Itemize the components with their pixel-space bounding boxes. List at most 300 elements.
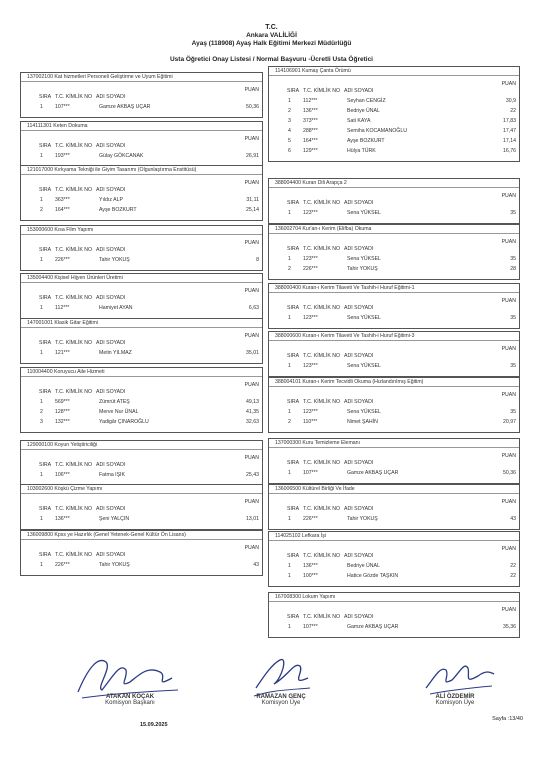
table-row — [21, 562, 262, 572]
row-score: 49,13 — [246, 399, 259, 405]
column-headers — [39, 340, 125, 346]
column-headers — [39, 389, 125, 395]
title-divider — [269, 292, 519, 293]
row-name: Hamiyet AYAN — [99, 305, 133, 311]
row-score: 8 — [256, 257, 259, 263]
column-headers — [287, 353, 373, 359]
row-number: 1 — [288, 315, 291, 321]
col-tc-header: T.C. KİMLİK NO — [55, 340, 93, 346]
col-sira-header: SIRA — [39, 462, 52, 468]
row-number: 1 — [40, 153, 43, 159]
course-box — [20, 273, 263, 319]
row-tc: 363*** — [55, 197, 70, 203]
row-number: 5 — [288, 138, 291, 144]
col-sira-header: SIRA — [39, 506, 52, 512]
title-divider — [269, 601, 519, 602]
puan-header: PUAN — [244, 333, 259, 339]
title-divider — [21, 174, 262, 175]
column-headers — [39, 247, 125, 253]
row-name: Hatice Gözde TAŞKIN — [347, 573, 399, 579]
row-score: 50,36 — [503, 470, 516, 476]
row-score: 31,11 — [246, 197, 259, 203]
course-title: 388004101 Kuran-ı Kerim Tecvidli Okuma (Hızlandırılmış Eğitim) — [275, 379, 424, 385]
col-name-header: ADI SOYADI — [344, 246, 374, 252]
col-name-header: ADI SOYADI — [96, 462, 126, 468]
table-row — [21, 104, 262, 114]
table-row — [269, 315, 519, 325]
row-score: 22 — [510, 108, 516, 114]
table-row — [21, 350, 262, 360]
table-row — [269, 138, 519, 148]
col-sira-header: SIRA — [287, 614, 300, 620]
puan-header: PUAN — [244, 288, 259, 294]
row-number: 1 — [40, 472, 43, 478]
col-sira-header: SIRA — [39, 340, 52, 346]
col-sira-header: SIRA — [39, 389, 52, 395]
course-box — [20, 121, 263, 167]
signature-2 — [226, 694, 336, 706]
course-title: 114111301 Keten Dokuma — [27, 123, 88, 129]
table-row — [21, 409, 262, 419]
signature-2-name: RAMAZAN GENÇ — [256, 694, 306, 700]
col-tc-header: T.C. KİMLİK NO — [55, 94, 93, 100]
row-score: 20,97 — [503, 419, 516, 425]
table-row — [269, 563, 519, 573]
row-name: Sati KAYA — [347, 118, 371, 124]
course-box — [20, 484, 263, 530]
table-row — [21, 472, 262, 482]
column-headers — [39, 187, 125, 193]
title-divider — [21, 539, 262, 540]
row-number: 1 — [288, 563, 291, 569]
row-name: Bedriye ÜNAL — [347, 108, 380, 114]
course-box — [268, 178, 520, 224]
table-row — [269, 118, 519, 128]
row-number: 4 — [288, 128, 291, 134]
row-number: 2 — [288, 419, 291, 425]
col-name-header: ADI SOYADI — [344, 353, 374, 359]
course-title: 137002100 Kat hizmetleri Personeli Geliştirme ve Uyum Eğitimi — [27, 74, 173, 80]
row-number: 1 — [40, 257, 43, 263]
row-name: Sena YÜKSEL — [347, 409, 381, 415]
row-name: Nimet ŞAHİN — [347, 419, 378, 425]
row-score: 25,43 — [246, 472, 259, 478]
row-number: 2 — [288, 266, 291, 272]
col-tc-header: T.C. KİMLİK NO — [55, 506, 93, 512]
row-score: 32,63 — [246, 419, 259, 425]
row-name: Bedriye ÜNAL — [347, 563, 380, 569]
col-name-header: ADI SOYADI — [344, 305, 374, 311]
col-name-header: ADI SOYADI — [96, 295, 126, 301]
col-sira-header: SIRA — [287, 399, 300, 405]
column-headers — [287, 88, 373, 94]
row-name: Yadigâr ÇINAROĞLU — [99, 419, 149, 425]
row-name: Metin YILMAZ — [99, 350, 132, 356]
row-tc: 136*** — [303, 563, 318, 569]
col-sira-header: SIRA — [39, 143, 52, 149]
document-date: 15.09.2025 — [140, 722, 168, 728]
row-tc: 123*** — [303, 256, 318, 262]
row-number: 1 — [40, 305, 43, 311]
col-name-header: ADI SOYADI — [96, 552, 126, 558]
col-name-header: ADI SOYADI — [96, 506, 126, 512]
column-headers — [287, 399, 373, 405]
row-name: Yıldız ALP — [99, 197, 123, 203]
table-row — [21, 516, 262, 526]
row-name: Sena YÜKSEL — [347, 315, 381, 321]
row-tc: 226*** — [303, 266, 318, 272]
column-headers — [39, 506, 125, 512]
col-tc-header: T.C. KİMLİK NO — [55, 295, 93, 301]
row-tc: 112*** — [303, 98, 318, 104]
title-divider — [269, 447, 519, 448]
table-row — [21, 153, 262, 163]
row-score: 16,76 — [503, 148, 516, 154]
title-divider — [21, 327, 262, 328]
row-number: 1 — [40, 197, 43, 203]
col-sira-header: SIRA — [39, 295, 52, 301]
course-box — [268, 531, 520, 587]
title-divider — [21, 81, 262, 82]
table-row — [21, 257, 262, 267]
col-sira-header: SIRA — [39, 94, 52, 100]
puan-header: PUAN — [501, 392, 516, 398]
page-number: Sayfa :13/40 — [492, 716, 523, 722]
row-number: 1 — [288, 363, 291, 369]
puan-header: PUAN — [244, 455, 259, 461]
course-title: 136009800 Kpss ye Hazırlık (Genel Yetenek-Genel Kültür Ön Lisans) — [27, 532, 186, 538]
row-tc: 123*** — [303, 409, 318, 415]
column-headers — [287, 200, 373, 206]
course-box — [268, 283, 520, 329]
course-box — [20, 165, 263, 221]
title-divider — [21, 376, 262, 377]
col-name-header: ADI SOYADI — [96, 247, 126, 253]
col-sira-header: SIRA — [39, 187, 52, 193]
row-score: 35,36 — [503, 624, 516, 630]
puan-header: PUAN — [244, 240, 259, 246]
col-tc-header: T.C. KİMLİK NO — [303, 200, 341, 206]
row-name: Tahir YOKUŞ — [99, 562, 130, 568]
column-headers — [39, 295, 125, 301]
row-tc: 121*** — [55, 350, 70, 356]
row-score: 22 — [510, 573, 516, 579]
col-tc-header: T.C. KİMLİK NO — [55, 143, 93, 149]
row-score: 35 — [510, 256, 516, 262]
table-row — [269, 470, 519, 480]
row-name: Gamze AKBAŞ UÇAR — [347, 624, 399, 630]
signature-3-role: Komisyon Üye — [435, 700, 475, 706]
row-tc: 123*** — [303, 363, 318, 369]
course-box — [20, 318, 263, 364]
row-tc: 164*** — [303, 138, 318, 144]
course-title: 135004400 Kişisel Hijyen Ürünleri Üretimi — [27, 275, 123, 281]
col-sira-header: SIRA — [287, 200, 300, 206]
row-tc: 123*** — [303, 210, 318, 216]
course-title: 167008300 Lokum Yapımı — [275, 594, 336, 600]
puan-header: PUAN — [501, 298, 516, 304]
col-tc-header: T.C. KİMLİK NO — [55, 462, 93, 468]
col-name-header: ADI SOYADI — [344, 399, 374, 405]
row-number: 2 — [40, 207, 43, 213]
row-tc: 569*** — [55, 399, 70, 405]
table-row — [269, 256, 519, 266]
signature-1 — [70, 694, 190, 706]
row-name: Sena YÜKSEL — [347, 363, 381, 369]
col-name-header: ADI SOYADI — [96, 187, 126, 193]
row-tc: 226*** — [55, 562, 70, 568]
column-headers — [287, 506, 373, 512]
col-tc-header: T.C. KİMLİK NO — [303, 353, 341, 359]
course-box — [20, 225, 263, 271]
row-score: 35,01 — [246, 350, 259, 356]
row-number: 1 — [40, 104, 43, 110]
course-box — [268, 224, 520, 280]
puan-header: PUAN — [501, 607, 516, 613]
title-divider — [269, 386, 519, 387]
col-sira-header: SIRA — [287, 553, 300, 559]
column-headers — [39, 462, 125, 468]
table-row — [21, 305, 262, 315]
puan-header: PUAN — [244, 499, 259, 505]
table-row — [269, 266, 519, 276]
course-box — [20, 530, 263, 576]
row-tc: 107*** — [303, 624, 318, 630]
row-score: 35 — [510, 409, 516, 415]
row-name: Gülay GÖKCANAK — [99, 153, 144, 159]
row-tc: 136*** — [55, 516, 70, 522]
row-score: 13,01 — [246, 516, 259, 522]
col-name-header: ADI SOYADI — [96, 143, 126, 149]
col-tc-header: T.C. KİMLİK NO — [55, 552, 93, 558]
row-score: 35 — [510, 363, 516, 369]
row-tc: 110*** — [303, 419, 318, 425]
table-row — [269, 624, 519, 634]
row-score: 28 — [510, 266, 516, 272]
row-score: 50,36 — [246, 104, 259, 110]
title-divider — [21, 282, 262, 283]
title-divider — [269, 187, 519, 188]
column-headers — [287, 553, 373, 559]
row-tc: 193*** — [55, 153, 70, 159]
row-number: 3 — [288, 118, 291, 124]
title-divider — [269, 75, 519, 76]
row-name: Semiha KOCAMANOĞLU — [347, 128, 407, 134]
row-name: Ayşe BOZKURT — [99, 207, 137, 213]
title-divider — [21, 234, 262, 235]
row-tc: 129*** — [303, 148, 318, 154]
course-box — [268, 438, 520, 484]
table-row — [269, 419, 519, 429]
row-name: Gamze AKBAŞ UÇAR — [347, 470, 399, 476]
course-title: 129000100 Koyun Yetiştiriciliği — [27, 442, 98, 448]
course-title: 110004400 Koruyucu Aile Hizmeti — [27, 369, 105, 375]
column-headers — [287, 246, 373, 252]
row-number: 1 — [40, 516, 43, 522]
table-row — [269, 409, 519, 419]
row-tc: 107*** — [55, 104, 70, 110]
puan-header: PUAN — [244, 382, 259, 388]
title-divider — [269, 493, 519, 494]
col-sira-header: SIRA — [39, 552, 52, 558]
table-row — [269, 363, 519, 373]
col-name-header: ADI SOYADI — [344, 614, 374, 620]
col-tc-header: T.C. KİMLİK NO — [55, 389, 93, 395]
signature-3-name: ALİ ÖZDEMİR — [435, 694, 475, 700]
course-box — [268, 331, 520, 377]
row-name: Tahir YOKUŞ — [347, 516, 378, 522]
row-tc: 373*** — [303, 118, 318, 124]
table-row — [269, 98, 519, 108]
course-title: 388000600 Kuran-ı Kerim Tilaveti Ve Tashih-i Huruf Eğitimi-3 — [275, 333, 415, 339]
col-tc-header: T.C. KİMLİK NO — [303, 399, 341, 405]
course-title: 147001001 Klasik Gitar Eğitimi — [27, 320, 98, 326]
column-headers — [39, 552, 125, 558]
puan-header: PUAN — [501, 546, 516, 552]
row-number: 2 — [288, 108, 291, 114]
col-sira-header: SIRA — [287, 460, 300, 466]
puan-header: PUAN — [501, 453, 516, 459]
row-tc: 100*** — [303, 573, 318, 579]
course-box — [268, 592, 520, 638]
table-row — [269, 128, 519, 138]
row-score: 6,63 — [248, 305, 259, 311]
puan-header: PUAN — [501, 239, 516, 245]
row-score: 17,47 — [503, 128, 516, 134]
puan-header: PUAN — [244, 180, 259, 186]
signature-1-name: ATAKAN KOÇAK — [105, 694, 155, 700]
row-score: 26,91 — [246, 153, 259, 159]
course-title: 136006500 Kültürel Birliği Ve İfade — [275, 486, 355, 492]
table-row — [21, 207, 262, 217]
header-line-1: T.C. — [265, 24, 278, 31]
row-number: 2 — [40, 409, 43, 415]
col-name-header: ADI SOYADI — [96, 389, 126, 395]
title-divider — [21, 493, 262, 494]
course-title: 388000400 Kuran-ı Kerim Tilaveti Ve Tashih-i Huruf Eğitimi-1 — [275, 285, 415, 291]
col-name-header: ADI SOYADI — [344, 460, 374, 466]
course-box — [268, 484, 520, 530]
table-row — [269, 516, 519, 526]
row-number: 1 — [40, 399, 43, 405]
row-tc: 288*** — [303, 128, 318, 134]
row-score: 43 — [510, 516, 516, 522]
column-headers — [287, 305, 373, 311]
column-headers — [39, 143, 125, 149]
course-title: 388004400 Kuran Dili Arapça 2 — [275, 180, 347, 186]
header-line-2: Ankara VALİLİĞİ — [246, 32, 297, 39]
puan-header: PUAN — [244, 136, 259, 142]
row-name: Seyhan CENGİZ — [347, 98, 386, 104]
col-tc-header: T.C. KİMLİK NO — [303, 506, 341, 512]
col-name-header: ADI SOYADI — [96, 340, 126, 346]
row-tc: 106*** — [55, 472, 70, 478]
puan-header: PUAN — [501, 193, 516, 199]
course-title: 114025102 Lefkara İşi — [275, 533, 326, 539]
column-headers — [287, 460, 373, 466]
puan-header: PUAN — [501, 346, 516, 352]
title-divider — [21, 449, 262, 450]
title-divider — [269, 340, 519, 341]
col-sira-header: SIRA — [287, 305, 300, 311]
title-divider — [21, 130, 262, 131]
row-number: 1 — [288, 210, 291, 216]
header-line-3: Ayaş (118908) Ayaş Halk Eğitimi Merkezi Müdürlüğü — [191, 40, 352, 47]
course-title: 153000600 Kısa Film Yapımı — [27, 227, 94, 233]
row-tc: 226*** — [303, 516, 318, 522]
col-tc-header: T.C. KİMLİK NO — [303, 88, 341, 94]
puan-header: PUAN — [501, 499, 516, 505]
course-box — [20, 367, 263, 433]
row-score: 35 — [510, 315, 516, 321]
row-number: 3 — [40, 419, 43, 425]
column-headers — [39, 94, 125, 100]
table-row — [269, 573, 519, 583]
row-score: 17,14 — [503, 138, 516, 144]
signature-1-role: Komisyon Başkanı — [105, 700, 155, 706]
row-score: 30,9 — [505, 98, 516, 104]
course-box — [20, 440, 263, 486]
table-row — [269, 210, 519, 220]
col-sira-header: SIRA — [39, 247, 52, 253]
row-number: 1 — [288, 98, 291, 104]
row-name: Ayşe BOZKURT — [347, 138, 385, 144]
col-tc-header: T.C. KİMLİK NO — [55, 247, 93, 253]
row-tc: 128*** — [55, 409, 70, 415]
col-tc-header: T.C. KİMLİK NO — [303, 246, 341, 252]
row-tc: 164*** — [55, 207, 70, 213]
table-row — [21, 197, 262, 207]
row-name: Gamze AKBAŞ UÇAR — [99, 104, 151, 110]
row-tc: 107*** — [303, 470, 318, 476]
title-divider — [269, 233, 519, 234]
row-number: 1 — [288, 256, 291, 262]
row-tc: 123*** — [303, 315, 318, 321]
row-number: 1 — [40, 562, 43, 568]
table-row — [21, 399, 262, 409]
col-sira-header: SIRA — [287, 88, 300, 94]
col-tc-header: T.C. KİMLİK NO — [303, 553, 341, 559]
row-tc: 136*** — [303, 108, 318, 114]
row-name: Sena YÜKSEL — [347, 256, 381, 262]
row-name: Merve Nur ÜNAL — [99, 409, 139, 415]
course-title: 114106901 Kumaş Çanta Örümü — [275, 68, 351, 74]
col-sira-header: SIRA — [287, 506, 300, 512]
col-name-header: ADI SOYADI — [344, 506, 374, 512]
col-name-header: ADI SOYADI — [96, 94, 126, 100]
col-tc-header: T.C. KİMLİK NO — [303, 305, 341, 311]
col-name-header: ADI SOYADI — [344, 200, 374, 206]
row-score: 43 — [253, 562, 259, 568]
title-divider — [269, 540, 519, 541]
row-number: 1 — [288, 573, 291, 579]
row-score: 41,35 — [246, 409, 259, 415]
row-tc: 112*** — [55, 305, 70, 311]
signature-3 — [400, 694, 510, 706]
col-sira-header: SIRA — [287, 353, 300, 359]
column-headers — [287, 614, 373, 620]
row-tc: 132*** — [55, 419, 70, 425]
row-name: Sena YÜKSEL — [347, 210, 381, 216]
row-number: 6 — [288, 148, 291, 154]
table-row — [269, 108, 519, 118]
row-name: Fatma IŞIK — [99, 472, 125, 478]
puan-header: PUAN — [501, 81, 516, 87]
row-name: Hülya TÜRK — [347, 148, 376, 154]
course-box — [20, 72, 263, 118]
row-score: 22 — [510, 563, 516, 569]
col-name-header: ADI SOYADI — [344, 553, 374, 559]
